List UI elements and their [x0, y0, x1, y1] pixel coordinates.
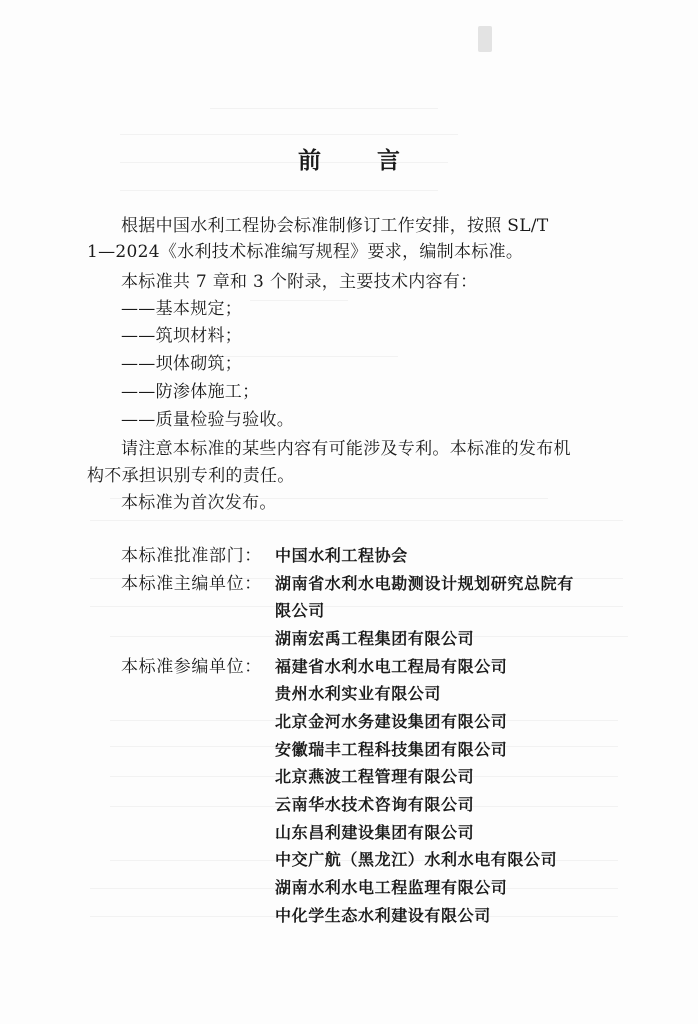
show-through-line [210, 108, 438, 109]
show-through-line [120, 134, 458, 135]
co-editor-unit: 中交广航（黑龙江）水利水电有限公司 [275, 850, 558, 869]
show-through-line [90, 520, 623, 521]
chief-editor-label: 本标准主编单位： [121, 574, 262, 594]
co-editor-unit: 山东昌利建设集团有限公司 [275, 823, 475, 842]
co-editor-unit: 北京金河水务建设集团有限公司 [275, 712, 508, 731]
co-editor-unit: 云南华水技术咨询有限公司 [275, 795, 475, 814]
content-item: ——质量检验与验收。 [121, 410, 294, 430]
show-through-mark [478, 26, 492, 52]
co-editor-unit: 福建省水利水电工程局有限公司 [275, 657, 508, 676]
co-editor-unit: 中化学生态水利建设有限公司 [275, 906, 491, 925]
chief-editor-unit-line-1: 湖南省水利水电勘测设计规划研究总院有 [275, 574, 574, 593]
approval-label: 本标准批准部门： [121, 546, 262, 566]
content-item: ——坝体砌筑； [121, 354, 243, 374]
paragraph-1-line-2: 1—2024《水利技术标准编写规程》要求，编制本标准。 [87, 242, 524, 262]
paragraph-3-line-1: 请注意本标准的某些内容有可能涉及专利。本标准的发布机 [121, 439, 571, 459]
paragraph-4: 本标准为首次发布。 [121, 493, 277, 513]
paragraph-2: 本标准共 7 章和 3 个附录，主要技术内容有： [121, 272, 478, 292]
content-item: ——筑坝材料； [121, 326, 243, 346]
paragraph-3-line-2: 构不承担识别专利的责任。 [87, 466, 295, 486]
co-editor-unit: 贵州水利实业有限公司 [275, 684, 442, 703]
page-title: 前 言 [297, 147, 424, 174]
show-through-line [90, 606, 623, 607]
approval-department: 中国水利工程协会 [275, 546, 408, 565]
show-through-line [120, 190, 438, 191]
co-editor-unit: 北京燕波工程管理有限公司 [275, 767, 475, 786]
chief-editor-unit-2: 湖南宏禹工程集团有限公司 [275, 629, 475, 648]
co-editor-label: 本标准参编单位： [121, 657, 262, 677]
co-editor-unit: 湖南水利水电工程监理有限公司 [275, 878, 508, 897]
co-editor-unit: 安徽瑞丰工程科技集团有限公司 [275, 740, 508, 759]
content-item: ——基本规定； [121, 299, 243, 319]
content-item: ——防渗体施工； [121, 382, 260, 402]
paragraph-1-line-1: 根据中国水利工程协会标准制修订工作安排，按照 SL/T [121, 216, 549, 236]
chief-editor-unit-line-2: 限公司 [275, 601, 325, 620]
